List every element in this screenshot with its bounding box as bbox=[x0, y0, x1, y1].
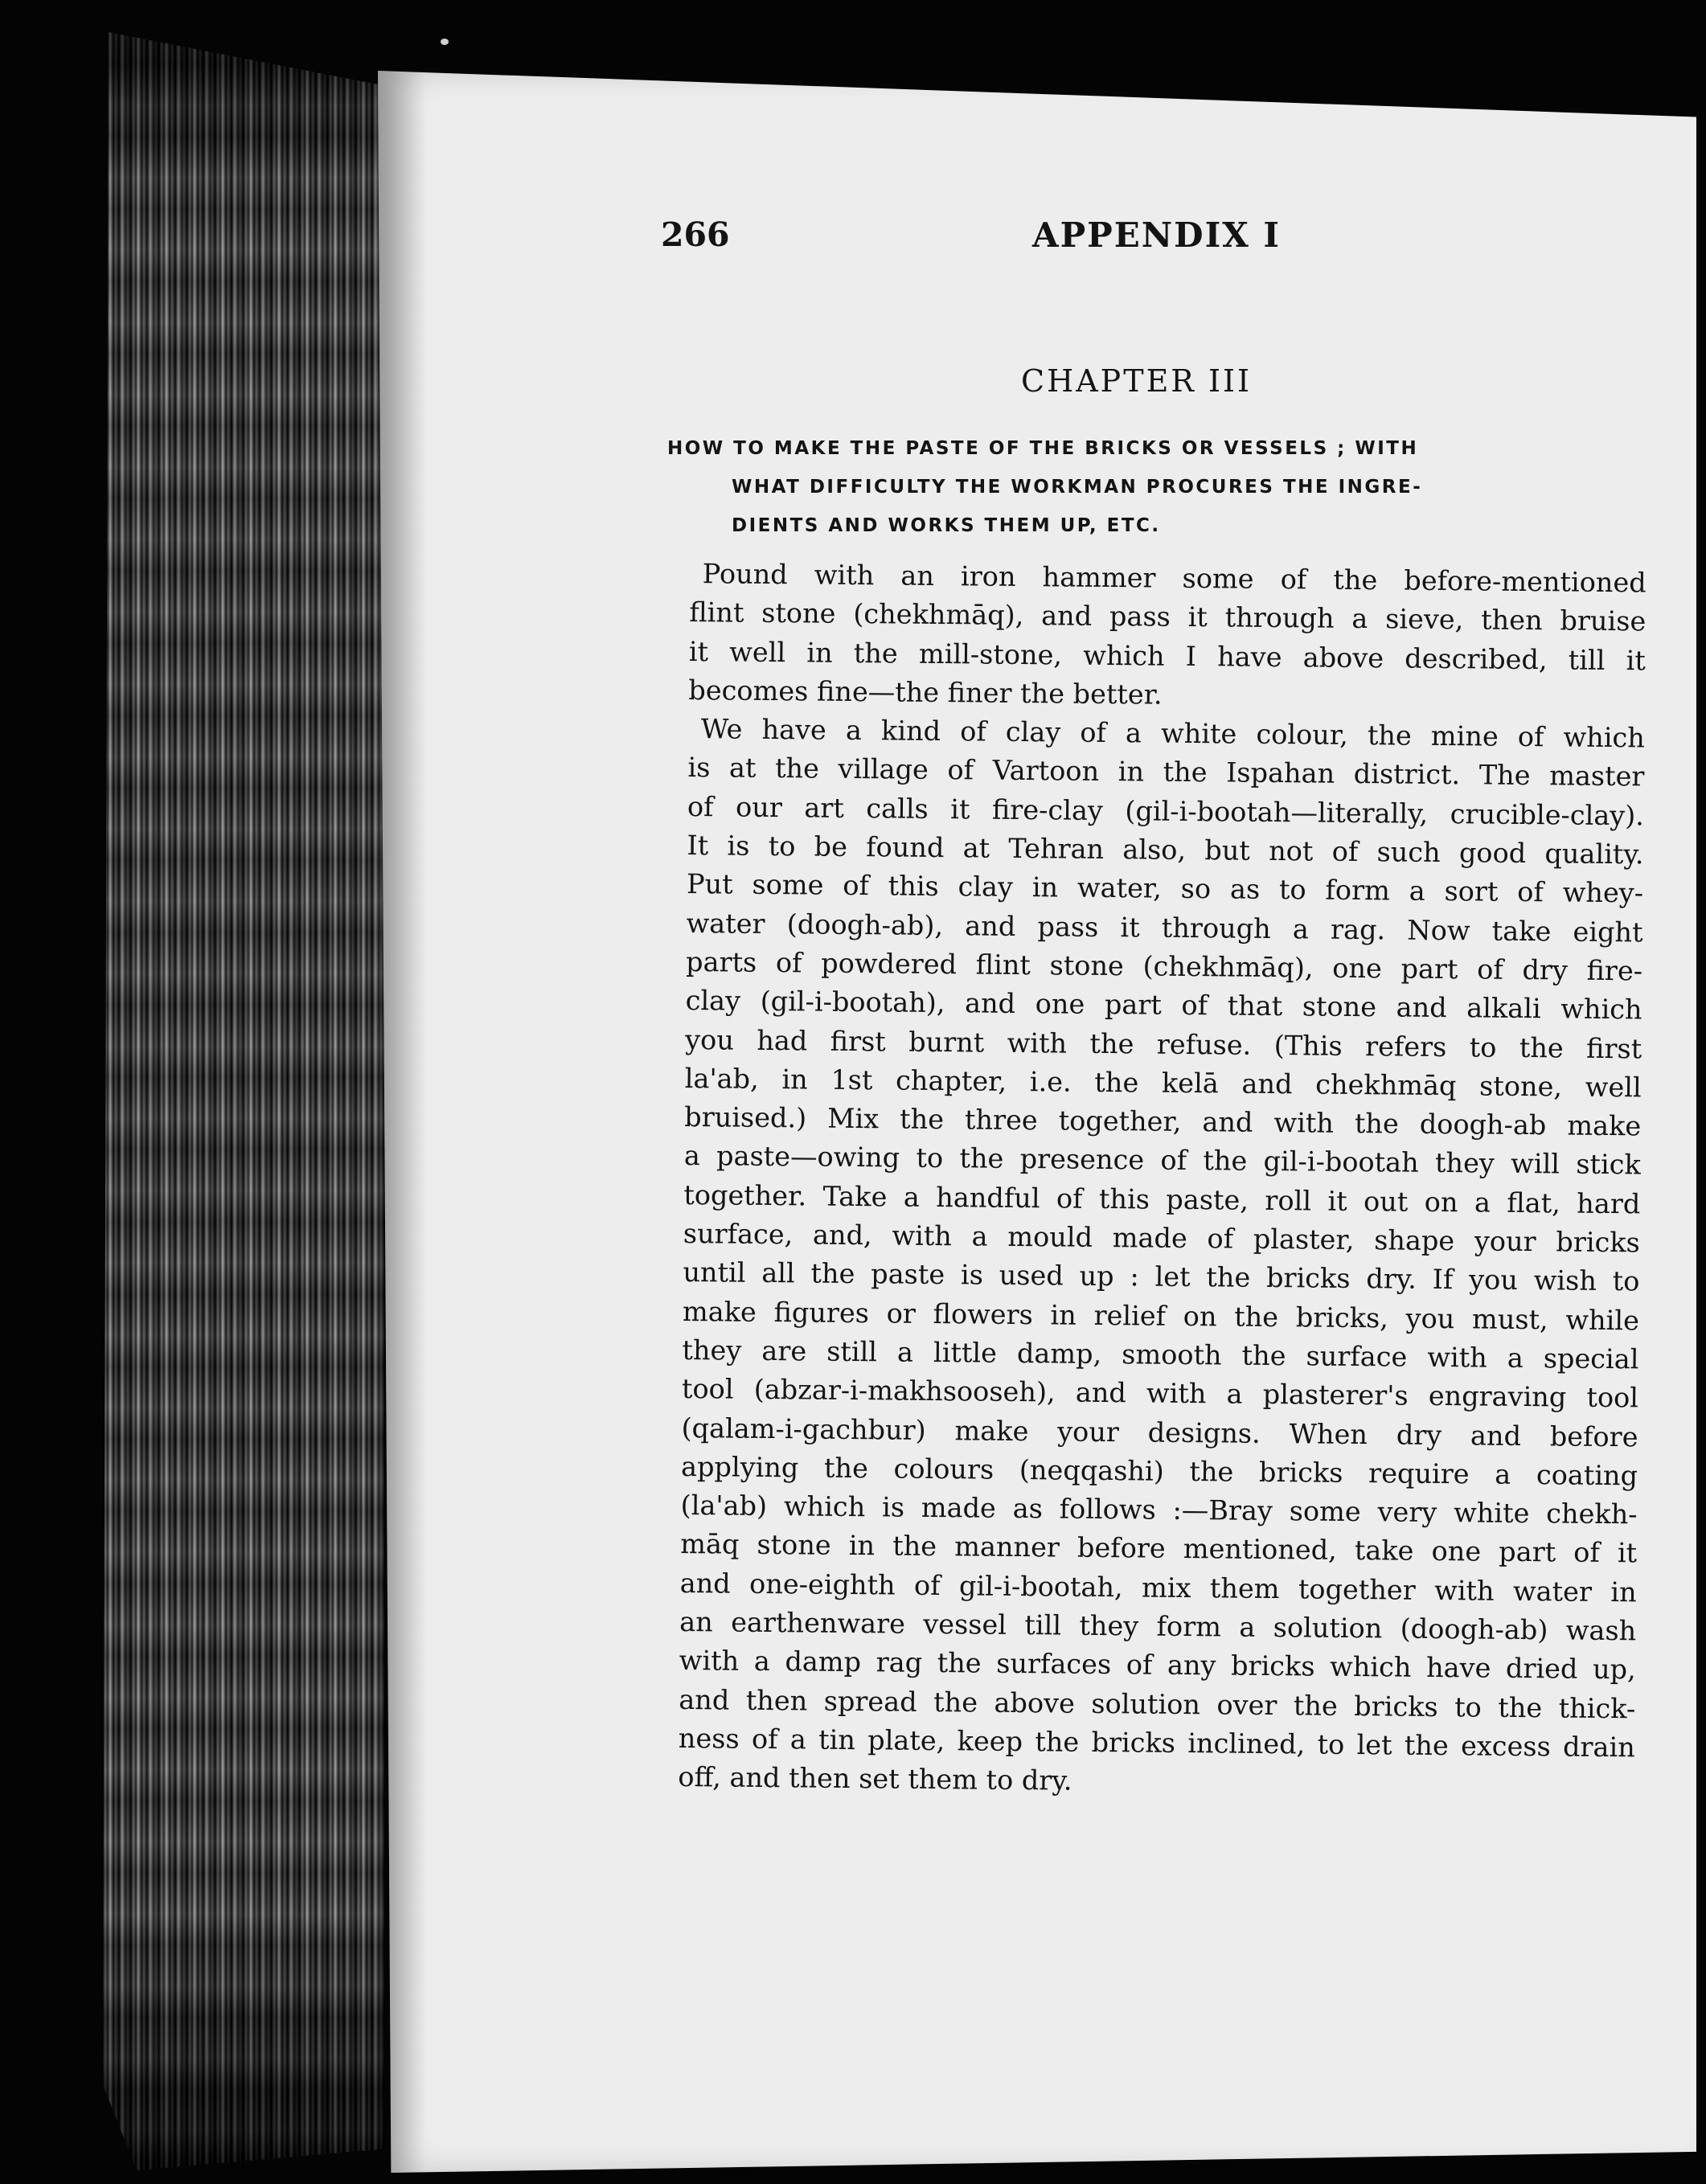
body-text bbox=[678, 555, 1647, 1806]
body-line: Put some of this clay in water, so as to form a sort of whey- bbox=[686, 868, 1644, 909]
body-line: It is to be found at Tehran also, but not of such good quality. bbox=[687, 830, 1644, 871]
body-line: tool (abzar-i-makhsooseh), and with a plasterer's engraving tool bbox=[681, 1373, 1639, 1414]
body-line: make figures or flowers in relief on the bricks, you must, while bbox=[682, 1295, 1640, 1337]
running-head bbox=[661, 215, 1674, 264]
body-line: parts of powdered flint stone (chekhmāq), one part of dry fire- bbox=[685, 945, 1643, 987]
chapter-summary-line: HOW TO MAKE THE PASTE OF THE BRICKS OR VESSELS ; WITH bbox=[667, 438, 1419, 459]
body-line: surface, and, with a mould made of plaster, shape your bricks bbox=[683, 1218, 1641, 1259]
body-line: (la'ab) which is made as follows :—Bray some very white chekh- bbox=[680, 1489, 1638, 1530]
chapter-summary bbox=[667, 429, 1640, 545]
body-line: of our art calls it fire-clay (gil-i-bootah—literally, crucible-clay). bbox=[687, 790, 1645, 832]
body-line: an earthenware vessel till they form a solution (doogh-ab) wash bbox=[679, 1605, 1637, 1647]
body-line: until all the paste is used up : let the bricks dry. If you wish to bbox=[683, 1256, 1640, 1297]
body-line: We have a kind of clay of a white colour, the mine of which bbox=[700, 713, 1646, 754]
body-line: (qalam-i-gachbur) make your designs. When dry and before bbox=[681, 1412, 1638, 1453]
body-line: is at the village of Vartoon in the Ispahan district. The master bbox=[687, 752, 1645, 793]
body-line: they are still a little damp, smooth the surface with a special bbox=[682, 1334, 1639, 1375]
body-line: la'ab, in 1st chapter, i.e. the kelā and chekhmāq stone, well bbox=[684, 1062, 1642, 1104]
body-line: flint stone (chekhmāq), and pass it through a sieve, then bruise bbox=[689, 596, 1647, 637]
body-line: and then spread the above solution over the bricks to the thick- bbox=[679, 1683, 1636, 1724]
body-line: ness of a tin plate, keep the bricks inclined, to let the excess drain bbox=[678, 1722, 1635, 1764]
body-line: a paste—owing to the presence of the gil-i-bootah they will stick bbox=[683, 1140, 1641, 1181]
body-line: and one-eighth of gil-i-bootah, mix them together with water in bbox=[679, 1567, 1637, 1608]
body-line: off, and then set them to dry. bbox=[678, 1761, 1072, 1797]
body-line: clay (gil-i-bootah), and one part of that stone and alkali which bbox=[685, 985, 1642, 1026]
body-line: bruised.) Mix the three together, and with the doogh-ab make bbox=[684, 1101, 1642, 1142]
chapter-summary-line: DIENTS AND WORKS THEM UP, ETC. bbox=[732, 515, 1161, 536]
body-line: Pound with an iron hammer some of the before-mentioned bbox=[702, 558, 1647, 599]
body-line: with a damp rag the surfaces of any bricks which have dried up, bbox=[679, 1645, 1636, 1686]
body-line: becomes fine—the finer the better. bbox=[688, 674, 1163, 711]
body-line: it well in the mill-stone, which I have above described, till it bbox=[688, 635, 1646, 677]
page-number: 266 bbox=[661, 215, 730, 254]
body-line: māq stone in the manner before mentioned, take one part of it bbox=[679, 1528, 1638, 1569]
body-line: applying the colours (neqqashi) the bricks require a coating bbox=[680, 1450, 1638, 1492]
chapter-title: CHAPTER III bbox=[1021, 363, 1253, 399]
body-line: you had first burnt with the refuse. (This refers to the first bbox=[685, 1023, 1642, 1064]
chapter-summary-line: WHAT DIFFICULTY THE WORKMAN PROCURES THE INGRE- bbox=[732, 477, 1423, 498]
body-line: together. Take a handful of this paste, roll it out on a flat, hard bbox=[683, 1178, 1641, 1220]
running-title: APPENDIX I bbox=[1032, 215, 1282, 255]
body-line: water (doogh-ab), and pass it through a rag. Now take eight bbox=[686, 907, 1643, 949]
